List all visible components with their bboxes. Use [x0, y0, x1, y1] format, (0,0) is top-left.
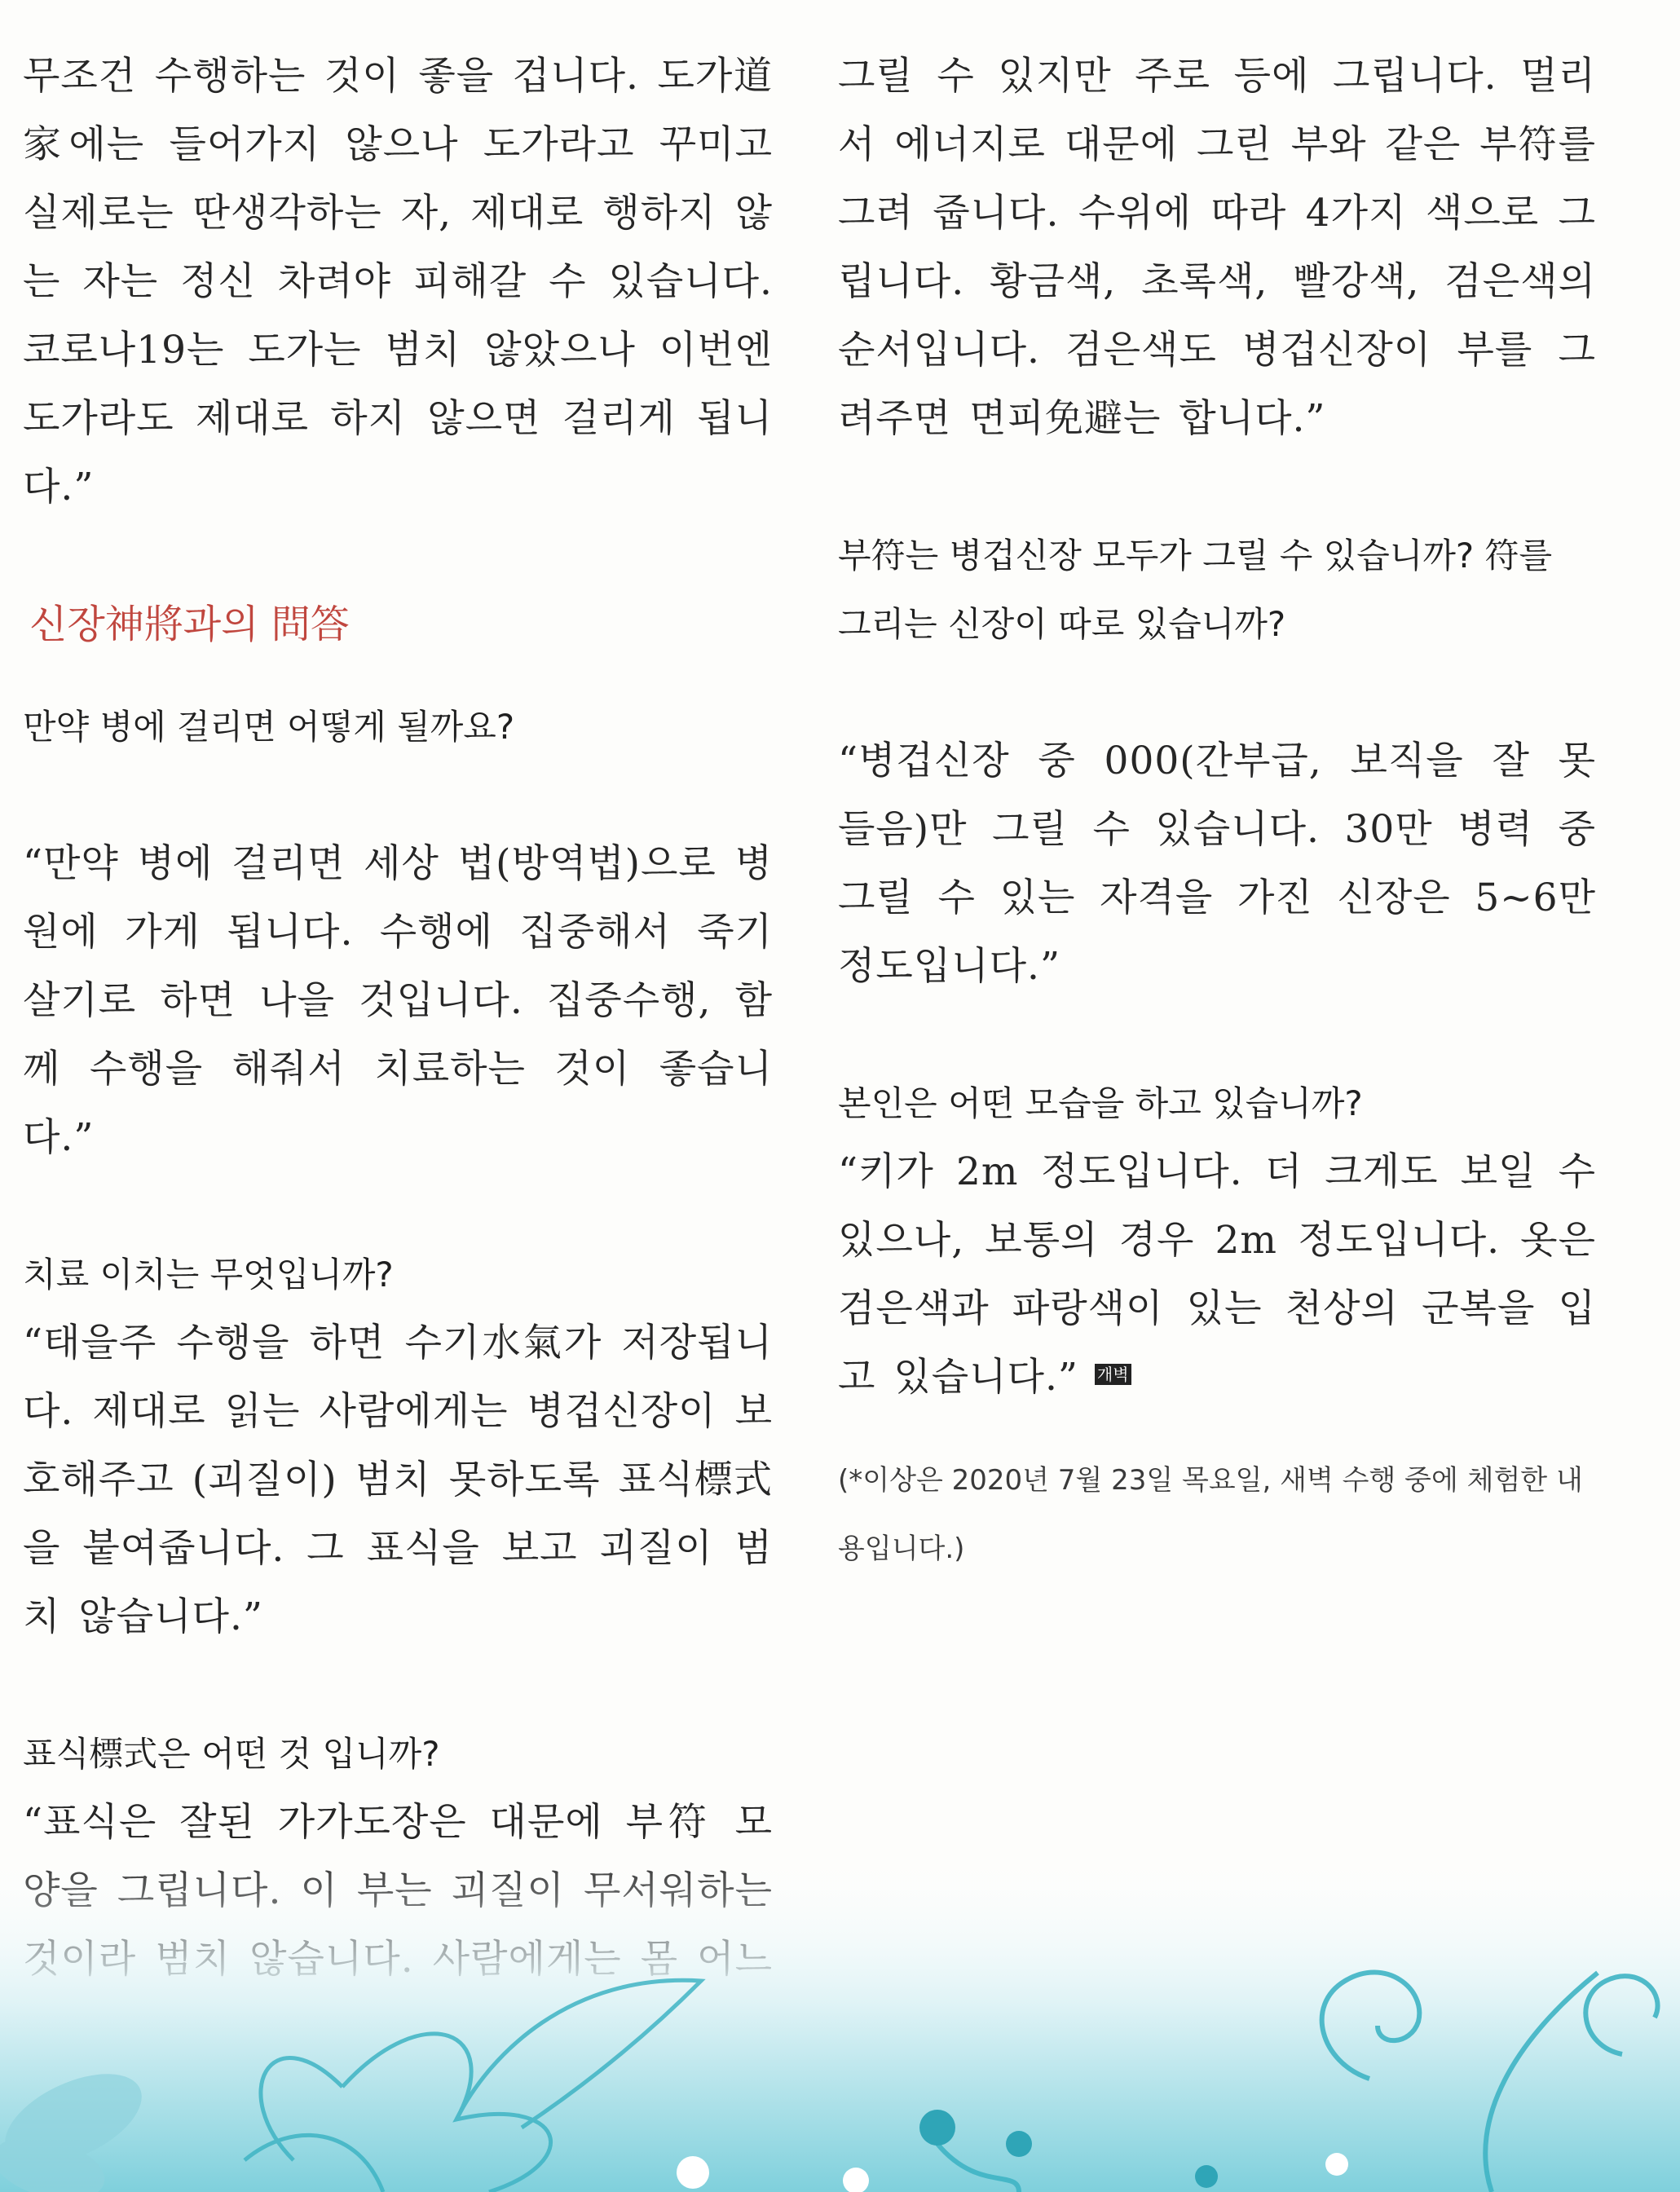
answer-1: “만약 병에 걸리면 세상 법(방역법)으로 병원에 가게 됩니다. 수행에 집중해서 죽기 살기로 하면 나을 것입니다. 집중수행, 함께 수행을 해줘서 치료하는 것이 좋습니다.” [23, 841, 773, 1160]
end-mark: 개벽 [1095, 1364, 1131, 1385]
section-title: 신장神將과의 問答 [29, 602, 350, 647]
question-1: 만약 병에 걸리면 어떻게 될까요? [23, 707, 515, 747]
right-column [838, 42, 1596, 1583]
left-column [23, 42, 773, 2062]
question-3: 표식標式은 어떤 것 입니까? [23, 1734, 440, 1774]
floral-decoration [0, 1850, 1680, 2192]
answer-5 [838, 1138, 1596, 1412]
answer-2: “태을주 수행을 하면 수기水氣가 저장됩니다. 제대로 읽는 사람에게는 병겁신장이 보호해주고 (괴질이) 범치 못하도록 표식標式을 붙여줍니다. 그 표식을 보고 괴질이 범치 않습니다.” [23, 1321, 773, 1639]
answer-4: “병겁신장 중 000(간부급, 보직을 잘 못 들음)만 그릴 수 있습니다. 30만 병력 중 그릴 수 있는 자격을 가진 신장은 5~6만 정도입니다.” [838, 739, 1596, 989]
intro-paragraph: 무조건 수행하는 것이 좋을 겁니다. 도가道家에는 들어가지 않으나 도가라고 꾸미고 실제로는 딴생각하는 자, 제대로 행하지 않는 자는 정신 차려야 피해갈 수 있습니다. 코로나19는 도가는 범치 않았으나 이번엔 도가라도 제대로 하지 않으면 걸리게 됩니다.” [23, 54, 773, 509]
answer-5-text: “키가 2m 정도입니다. 더 크게도 보일 수 있으나, 보통의 경우 2m 정도입니다. 옷은 검은색과 파랑색이 있는 천상의 군복을 입고 있습니다.” [838, 1149, 1596, 1400]
answer-3: “표식은 잘된 가가도장은 대문에 부符 모 [23, 1800, 773, 1845]
question-4: 부符는 병겁신장 모두가 그릴 수 있습니까? 符를 그리는 신장이 따로 있습니까? [838, 536, 1553, 644]
source-note: (*이상은 2020년 7월 23일 목요일, 새벽 수행 중에 체험한 내용입니다.) [838, 1464, 1583, 1565]
question-2: 치료 이치는 무엇입니까? [23, 1255, 394, 1294]
question-5: 본인은 어떤 모습을 하고 있습니까? [838, 1083, 1363, 1123]
continued-paragraph: 그릴 수 있지만 주로 등에 그립니다. 멀리서 에너지로 대문에 그린 부와 같은 부符를 그려 줍니다. 수위에 따라 4가지 색으로 그립니다. 황금색, 초록색, 빨강색, 검은색의 순서입니다. 검은색도 병겁신장이 부를 그려주면 면피免避는 합니다.” [838, 54, 1596, 441]
